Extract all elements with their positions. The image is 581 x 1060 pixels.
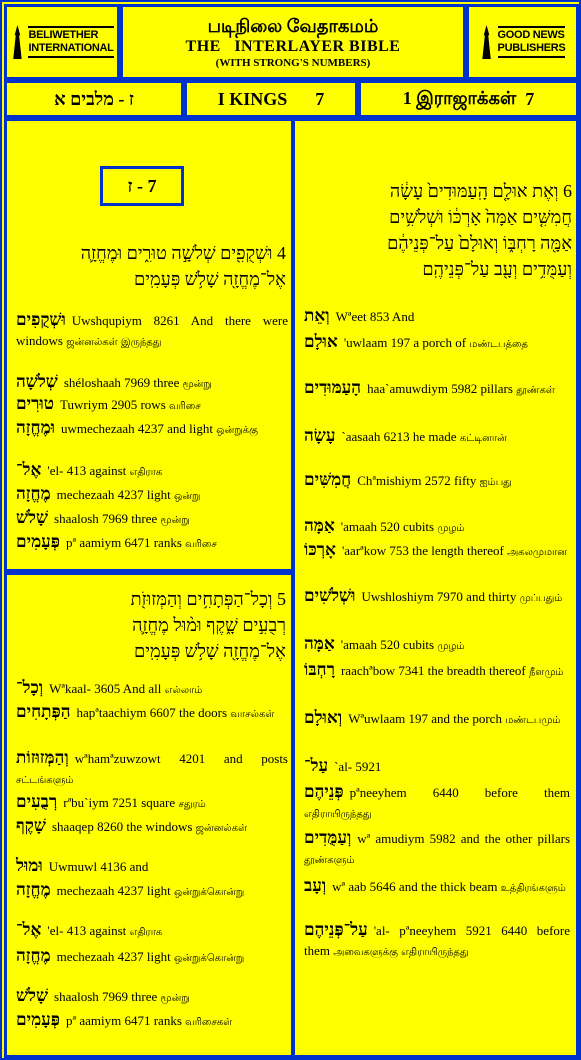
- hebrew-word: שְׁלֹשָׁה: [16, 372, 58, 391]
- tamil-gloss: வரிசை: [169, 401, 201, 412]
- transliteration-gloss: shaaqep 8260 the windows: [51, 819, 193, 834]
- transliteration-gloss: raachªbow 7341 the breadth thereof: [340, 663, 526, 678]
- interlinear-entry: [16, 310, 288, 353]
- interlinear-entry: [16, 372, 288, 395]
- hebrew-word: אֶל־: [16, 460, 42, 479]
- tamil-gloss: நீளமும்: [529, 667, 564, 678]
- ref-en-book: I KINGS: [217, 88, 288, 109]
- transliteration-gloss: wªhamªzuwzowt 4201 and posts: [74, 751, 288, 766]
- transliteration-gloss: Uwshqupiym 8261 And there were windows: [16, 313, 288, 348]
- tamil-gloss: ஒன்றுக்கொன்று: [173, 953, 245, 964]
- interlinear-entry: [16, 532, 288, 555]
- ref-hebrew-book: מלבים א: [54, 88, 114, 109]
- transliteration-gloss: Wªkaal- 3605 And all: [49, 681, 162, 696]
- transliteration-gloss: rªbu`iym 7251 square: [63, 795, 176, 810]
- transliteration-gloss: wª aab 5646 and the thick beam: [332, 879, 498, 894]
- tamil-gloss: ஒன்று: [173, 491, 201, 502]
- tamil-gloss: அகலமுமான: [507, 547, 567, 558]
- interlinear-entry: [304, 516, 570, 539]
- ref-hebrew-chapter: ז: [128, 88, 134, 109]
- hebrew-word: וְעָב: [304, 876, 327, 895]
- tamil-gloss: மண்டபமும்: [505, 715, 561, 726]
- verse-4-hebrew: 4 וּשְׁקֻפִ֖ים שְׁלֹשָׁ֣ה טוּרִ֑ים וּמֶחֱזָ֛ה אֶל־מֶחֱזָ֖ה שָׁלֹ֥שׁ פְּעָמִֽים: [80, 243, 286, 289]
- verse-6-hebrew: 6 וְאֶת אוּלָ֤ם הָֽעַמּוּדִים֙ עָשָׂ֔ה חֲמִשִּׁ֤ים אַמָּה֙ אָרְכּ֔וֹ וּשְׁלֹשִׁ֥ים אַמָּ֖ה רָחְבּ֑וֹ וְאוּלָם֙ עַל־פְּנֵיהֶ֔ם וְעַמֻּדִ֥ים וְעָ֖ב עַל־פְּנֵיהֶֽם: [387, 181, 572, 279]
- interlinear-entry: [304, 540, 570, 563]
- tamil-gloss: ஐம்பது: [479, 477, 512, 488]
- tamil-gloss: ஒன்றுக்கொன்று: [173, 887, 245, 898]
- tamil-gloss: சதுரம்: [178, 799, 206, 810]
- tamil-gloss: வரிசை: [185, 539, 217, 550]
- header-title-box: [120, 4, 466, 80]
- hebrew-word: וּשְׁקֻפִים: [16, 310, 66, 329]
- tamil-gloss: முழம்: [437, 523, 465, 534]
- interlinear-entry: [304, 586, 570, 609]
- title-tamil: படிநிலை வேதாகமம்: [207, 15, 379, 36]
- hebrew-word: אַמָּה: [304, 634, 335, 653]
- ref-ta-chapter: 7: [525, 88, 535, 109]
- interlinear-entry: [16, 920, 288, 943]
- transliteration-gloss: mechezaah 4237 light: [56, 949, 171, 964]
- tamil-gloss: எல்லாம்: [164, 685, 203, 696]
- transliteration-gloss: Wªuwlaam 197 and the porch: [348, 711, 502, 726]
- interlinear-entry: [16, 986, 288, 1009]
- interlinear-entry: [304, 634, 570, 657]
- transliteration-gloss: shéloshaah 7969 three: [63, 375, 180, 390]
- hebrew-word: הָעַמּוּדִים: [304, 378, 362, 397]
- tamil-gloss: ஜன்னல்கள் இருந்தது: [66, 337, 162, 348]
- transliteration-gloss: hapªtaachiym 6607 the doors: [76, 705, 228, 720]
- left-logo-line2: INTERNATIONAL: [28, 42, 114, 54]
- bellwether-logo-icon: [10, 25, 24, 59]
- interlinear-entry: [16, 418, 288, 441]
- hebrew-word: עַל־: [304, 756, 329, 775]
- tamil-gloss: மூன்று: [182, 379, 212, 390]
- interlinear-entry: [304, 332, 570, 355]
- right-logo: [466, 4, 579, 80]
- right-logo-line2: PUBLISHERS: [497, 42, 566, 54]
- ref-tamil: [358, 80, 579, 118]
- title-english: THE INTERLAYER BIBLE: [185, 37, 401, 55]
- hebrew-word: מֶחֱזָה: [16, 484, 51, 503]
- hebrew-word: עָשָׂה: [304, 426, 336, 445]
- interlinear-entry: [304, 756, 570, 779]
- hebrew-word: וְכָל־: [16, 678, 44, 697]
- tamil-gloss: முப்பதும்: [519, 593, 563, 604]
- hebrew-word: מֶחֱזָה: [16, 946, 51, 965]
- interlinear-entry: [16, 484, 288, 507]
- hebrew-word: וּשְׁלֹשִׁים: [304, 586, 356, 605]
- hebrew-word: וְהַמְּזוּזוֹת: [16, 748, 69, 767]
- transliteration-gloss: 'el- 413 against: [47, 463, 127, 478]
- transliteration-gloss: 'uwlaam 197 a porch of: [343, 335, 467, 350]
- tamil-gloss: ஜன்னல்கள்: [195, 823, 248, 834]
- tamil-gloss: தூண்களும்: [304, 855, 355, 866]
- hebrew-word: טוּרִים: [16, 394, 55, 413]
- transliteration-gloss: pªneeyhem 6440 before them: [349, 785, 570, 800]
- ref-hebrew: מלבים א - ז: [4, 80, 184, 118]
- transliteration-gloss: Chªmishiym 2572 fifty: [357, 473, 477, 488]
- tamil-gloss: எதிராக: [129, 467, 163, 478]
- interlinear-entry: [304, 876, 570, 899]
- interlinear-entry: [16, 880, 288, 903]
- interlinear-entry: [304, 660, 570, 683]
- hebrew-word: אָרְכּוֹ: [304, 540, 336, 559]
- hebrew-word: אַמָּה: [304, 516, 335, 535]
- hebrew-word: רָחְבּוֹ: [304, 660, 335, 679]
- left-logo: [4, 4, 120, 80]
- hebrew-word: וּמֶחֱזָה: [16, 418, 56, 437]
- hebrew-word: וְאוּלָם: [304, 708, 343, 727]
- transliteration-gloss: Uwshloshiym 7970 and thirty: [361, 589, 517, 604]
- tamil-gloss: வரிசைகள்: [185, 1017, 233, 1028]
- chapter-box: ז - 7: [100, 166, 184, 206]
- tamil-gloss: முழம்: [437, 641, 465, 652]
- interlinear-entry: [16, 748, 288, 791]
- hebrew-word: וְעַמֻּדִים: [304, 828, 352, 847]
- transliteration-gloss: shaalosh 7969 three: [54, 511, 158, 526]
- transliteration-gloss: haa`amuwdiym 5982 pillars: [367, 381, 513, 396]
- tamil-gloss: மூன்று: [160, 993, 190, 1004]
- right-logo-line1: GOOD NEWS: [497, 29, 565, 41]
- interlinear-entry: [16, 816, 288, 839]
- hebrew-word: חֲמִשִּׁים: [304, 470, 352, 489]
- hebrew-word: אוּלָם: [304, 332, 338, 351]
- transliteration-gloss: `al- 5921: [334, 759, 382, 774]
- hebrew-word: פְּנֵיהֶם: [304, 782, 344, 801]
- interlinear-entry: [16, 702, 288, 725]
- interlinear-entry: [16, 1010, 288, 1033]
- tamil-gloss: ஒன்றுக்கு: [216, 425, 258, 436]
- interlinear-entry: [304, 782, 570, 825]
- goodnews-logo-icon: [480, 25, 494, 59]
- transliteration-gloss: mechezaah 4237 light: [56, 487, 171, 502]
- transliteration-gloss: Wªeet 853 And: [335, 309, 415, 324]
- subtitle: (WITH STRONG'S NUMBERS): [215, 56, 371, 69]
- interlinear-entry: [16, 394, 288, 417]
- interlinear-entry: [16, 508, 288, 531]
- interlinear-entry: [16, 856, 288, 879]
- hebrew-word: עַל־פְּנֵיהֶם: [304, 920, 368, 939]
- transliteration-gloss: uwmechezaah 4237 and light: [61, 421, 213, 436]
- transliteration-gloss: shaalosh 7969 three: [54, 989, 158, 1004]
- tamil-gloss: மண்டபத்தை: [469, 339, 528, 350]
- hebrew-word: פְּעָמִים: [16, 1010, 61, 1029]
- hebrew-word: שָׁלֹשׁ: [16, 508, 49, 527]
- transliteration-gloss: `aasaah 6213 he made: [341, 429, 457, 444]
- hebrew-word: אֶל־: [16, 920, 42, 939]
- interlinear-entry: [304, 306, 570, 329]
- transliteration-gloss: Tuwriym 2905 rows: [60, 397, 166, 412]
- interlinear-entry: [304, 378, 570, 401]
- hebrew-word: וְאֵת: [304, 306, 330, 325]
- tamil-gloss: உத்திரங்களும்: [500, 883, 566, 894]
- verse-5-hebrew: 5 וְכָל־הַפְּתָחִ֥ים וְהַמְּזוּזֹ֖ת רְבֻעִ֣ים שָׁ֑קֶף וּמ֨וּל מֶחֱזָ֛ה אֶל־מֶחֱזָ֖ה שָׁלֹ֥שׁ פְּעָמִֽים: [130, 589, 286, 661]
- interlinear-entry: [16, 946, 288, 969]
- transliteration-gloss: mechezaah 4237 light: [56, 883, 171, 898]
- hebrew-word: רְבֻעִים: [16, 792, 58, 811]
- hebrew-word: מֶחֱזָה: [16, 880, 51, 899]
- transliteration-gloss: wª amudiym 5982 and the other pillars: [357, 831, 570, 846]
- left-logo-line1: BELIWETHER: [28, 29, 99, 41]
- hebrew-word: הַפְּתָחִים: [16, 702, 71, 721]
- tamil-gloss: சட்டங்களும்: [16, 775, 74, 786]
- transliteration-gloss: 'el- 413 against: [47, 923, 127, 938]
- interlinear-entry: [16, 678, 288, 701]
- transliteration-gloss: 'amaah 520 cubits: [340, 637, 435, 652]
- transliteration-gloss: 'aarªkow 753 the length thereof: [341, 543, 504, 558]
- tamil-gloss: அவைகளுக்கு எதிராயிருந்தது: [333, 947, 469, 958]
- tamil-gloss: எதிராயிருந்தது: [304, 809, 372, 820]
- tamil-gloss: கட்டினான்: [459, 433, 507, 444]
- hebrew-word: שָׁלֹשׁ: [16, 986, 49, 1005]
- interlinear-entry: [304, 708, 570, 731]
- interlinear-entry: [304, 920, 570, 963]
- hebrew-word: פְּעָמִים: [16, 532, 61, 551]
- transliteration-gloss: 'al- pªneeyhem 5921 6440 before them: [304, 923, 570, 958]
- tamil-gloss: வாசல்கள்: [230, 709, 275, 720]
- transliteration-gloss: Uwmuwl 4136 and: [48, 859, 149, 874]
- interlinear-entry: [16, 460, 288, 483]
- transliteration-gloss: pª aamiym 6471 ranks: [66, 1013, 182, 1028]
- interlinear-entry: [304, 828, 570, 871]
- interlinear-entry: [304, 426, 570, 449]
- interlinear-entry: [16, 792, 288, 815]
- hebrew-word: וּמוּל: [16, 856, 43, 875]
- tamil-gloss: எதிராக: [129, 927, 163, 938]
- transliteration-gloss: 'amaah 520 cubits: [340, 519, 435, 534]
- ref-en-chapter: 7: [315, 88, 325, 109]
- interlinear-entry: [304, 470, 570, 493]
- tamil-gloss: மூன்று: [160, 515, 190, 526]
- transliteration-gloss: pª aamiym 6471 ranks: [66, 535, 182, 550]
- tamil-gloss: தூண்கள்: [516, 385, 555, 396]
- ref-english: [184, 80, 358, 118]
- ref-ta-book: 1 இராஜாக்கள்: [402, 87, 517, 108]
- hebrew-word: שָׁקֶף: [16, 816, 46, 835]
